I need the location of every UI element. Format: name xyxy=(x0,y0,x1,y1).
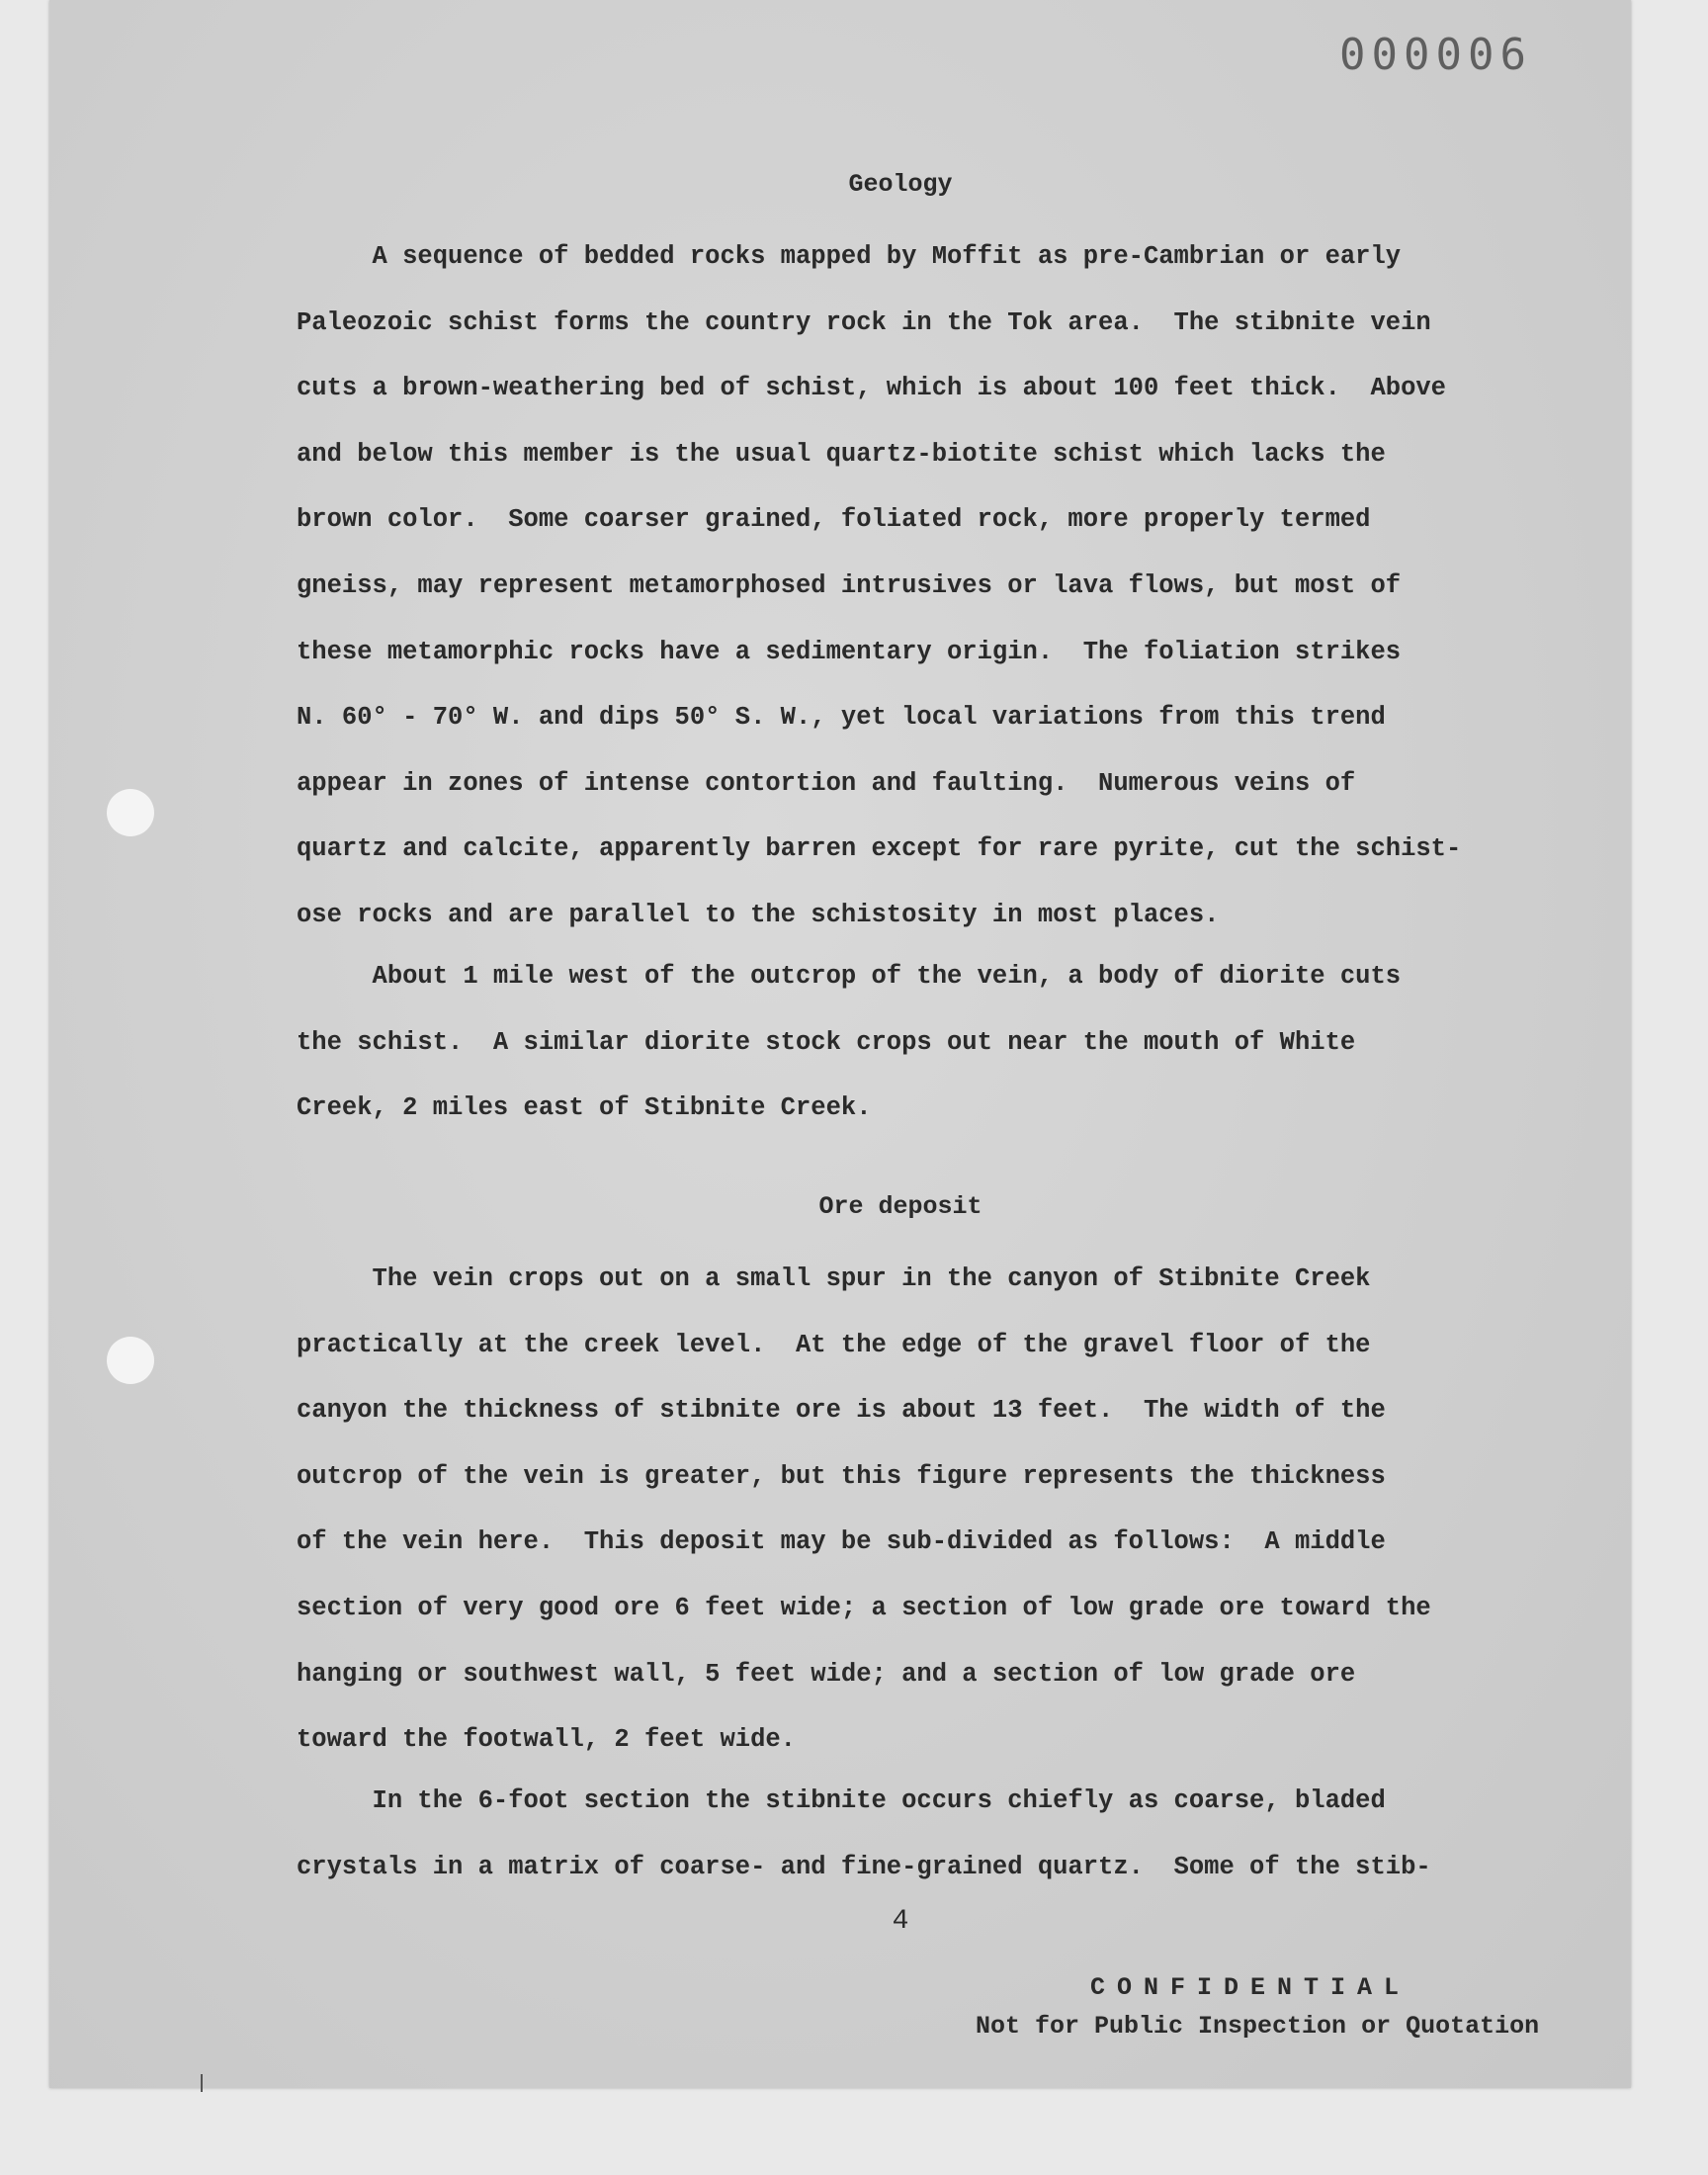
text-line: these metamorphic rocks have a sedimentary origin. The foliation strikes xyxy=(297,637,1402,666)
text-line: section of very good ore 6 feet wide; a section of low grade ore toward the xyxy=(297,1593,1431,1622)
text-line: In the 6-foot section the stibnite occurs chiefly as coarse, bladed xyxy=(297,1786,1386,1815)
punch-hole-top xyxy=(107,789,154,836)
paragraph-ore-1 xyxy=(297,1258,1601,1784)
text-line: appear in zones of intense contortion and faulting. Numerous veins of xyxy=(297,768,1356,798)
document-page xyxy=(49,0,1631,2088)
text-line: Creek, 2 miles east of Stibnite Creek. xyxy=(297,1093,872,1123)
text-line: toward the footwall, 2 feet wide. xyxy=(297,1725,796,1755)
page-number: 4 xyxy=(892,1906,909,1937)
text-line: ose rocks and are parallel to the schistosity in most places. xyxy=(297,900,1220,929)
text-line: canyon the thickness of stibnite ore is about 13 feet. The width of the xyxy=(297,1396,1386,1426)
text-line: crystals in a matrix of coarse- and fine-grained quartz. Some of the stib- xyxy=(297,1852,1431,1881)
paragraph-geology-1 xyxy=(297,235,1601,960)
paragraph-geology-2 xyxy=(297,955,1601,1153)
paragraph-ore-2 xyxy=(297,1780,1601,1911)
heading-geology: Geology xyxy=(848,170,953,199)
text-line: and below this member is the usual quartz-biotite schist which lacks the xyxy=(297,439,1386,469)
confidentiality-notice: Not for Public Inspection or Quotation xyxy=(976,2012,1540,2041)
text-line: N. 60° - 70° W. and dips 50° S. W., yet local variations from this trend xyxy=(297,703,1386,733)
heading-ore-deposit: Ore deposit xyxy=(818,1192,982,1221)
text-line: hanging or southwest wall, 5 feet wide; and a section of low grade ore xyxy=(297,1659,1356,1689)
text-line: of the vein here. This deposit may be sub-divided as follows: A middle xyxy=(297,1527,1386,1557)
scan-mark xyxy=(201,2074,203,2092)
text-line: gneiss, may represent metamorphosed intrusives or lava flows, but most of xyxy=(297,570,1402,600)
text-line: the schist. A similar diorite stock crops out near the mouth of White xyxy=(297,1027,1356,1057)
text-line: brown color. Some coarser grained, foliated rock, more properly termed xyxy=(297,505,1371,535)
document-stamp-number: 000006 xyxy=(1339,30,1532,80)
text-line: outcrop of the vein is greater, but this figure represents the thickness xyxy=(297,1461,1386,1491)
text-line: quartz and calcite, apparently barren except for rare pyrite, cut the schist- xyxy=(297,834,1462,864)
text-line: Paleozoic schist forms the country rock in the Tok area. The stibnite vein xyxy=(297,307,1431,337)
text-line: cuts a brown-weathering bed of schist, which is about 100 feet thick. Above xyxy=(297,374,1446,403)
text-line: About 1 mile west of the outcrop of the vein, a body of diorite cuts xyxy=(297,962,1402,991)
punch-hole-bottom xyxy=(107,1337,154,1384)
text-line: The vein crops out on a small spur in the canyon of Stibnite Creek xyxy=(297,1264,1371,1293)
text-line: A sequence of bedded rocks mapped by Moffit as pre-Cambrian or early xyxy=(297,242,1402,271)
text-line: practically at the creek level. At the edge of the gravel floor of the xyxy=(297,1330,1371,1359)
confidential-label: CONFIDENTIAL xyxy=(1090,1973,1411,2002)
